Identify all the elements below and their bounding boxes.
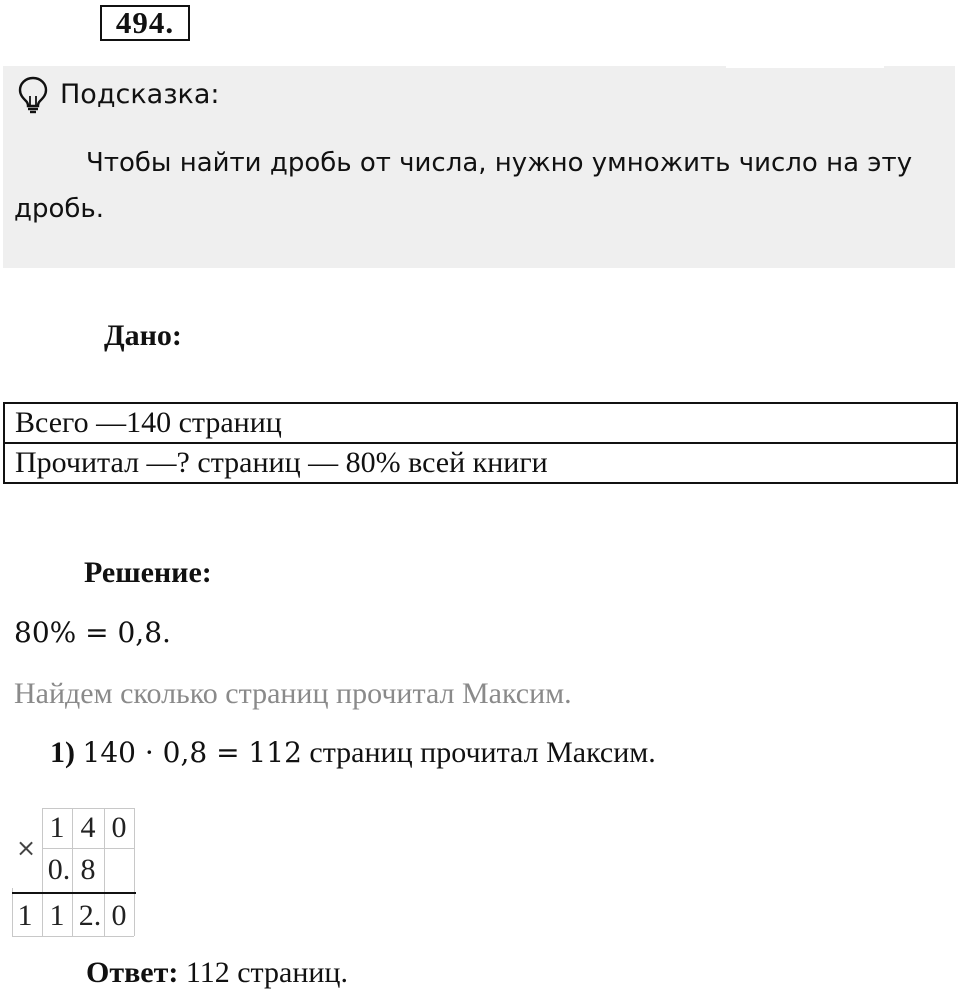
- calc-digit: 0: [111, 811, 127, 844]
- calc-digit: 1: [49, 811, 65, 844]
- result-digit: 0: [111, 899, 127, 932]
- step-expression: 140 · 0,8 = 112: [82, 736, 302, 769]
- given-read-cell: Прочитал —? страниц — 80% всей книги: [4, 443, 957, 483]
- result-digit: 1: [17, 899, 33, 932]
- table-row: [4, 403, 957, 443]
- result-digit: 1: [49, 899, 65, 932]
- calc-digit: 8: [80, 853, 96, 886]
- lightbulb-icon: [18, 76, 48, 114]
- calc-digit: 0.: [47, 853, 71, 886]
- task-number: 494.: [100, 5, 190, 41]
- explanation-text: Найдем сколько страниц прочитал Максим.: [14, 677, 572, 710]
- step-text: страниц прочитал Максим.: [309, 736, 656, 769]
- step-number: 1): [50, 736, 75, 769]
- multiply-sign: ×: [16, 834, 37, 862]
- hint-panel-notch: [726, 64, 884, 68]
- table-row: [4, 443, 957, 483]
- solution-heading: Решение:: [84, 556, 212, 589]
- calc-digit: [12, 808, 42, 848]
- calc-digit: 4: [80, 811, 96, 844]
- calc-digit: [104, 850, 134, 890]
- given-table: [3, 402, 958, 484]
- result-digit: 2.: [78, 899, 102, 932]
- hint-title: Подсказка:: [60, 79, 220, 110]
- calc-digit: [12, 850, 42, 890]
- given-heading: Дано:: [104, 319, 182, 352]
- answer: [86, 953, 348, 993]
- percent-conversion: 80% = 0,8.: [14, 616, 171, 649]
- answer-label: Ответ:: [86, 956, 179, 989]
- given-total-cell: Всего —140 страниц: [4, 403, 957, 443]
- solution-step-1: [50, 733, 656, 773]
- hint-text: Чтобы найти дробь от числа, нужно умножить число на эту дробь.: [14, 148, 913, 224]
- answer-value: 112 страниц.: [185, 956, 348, 989]
